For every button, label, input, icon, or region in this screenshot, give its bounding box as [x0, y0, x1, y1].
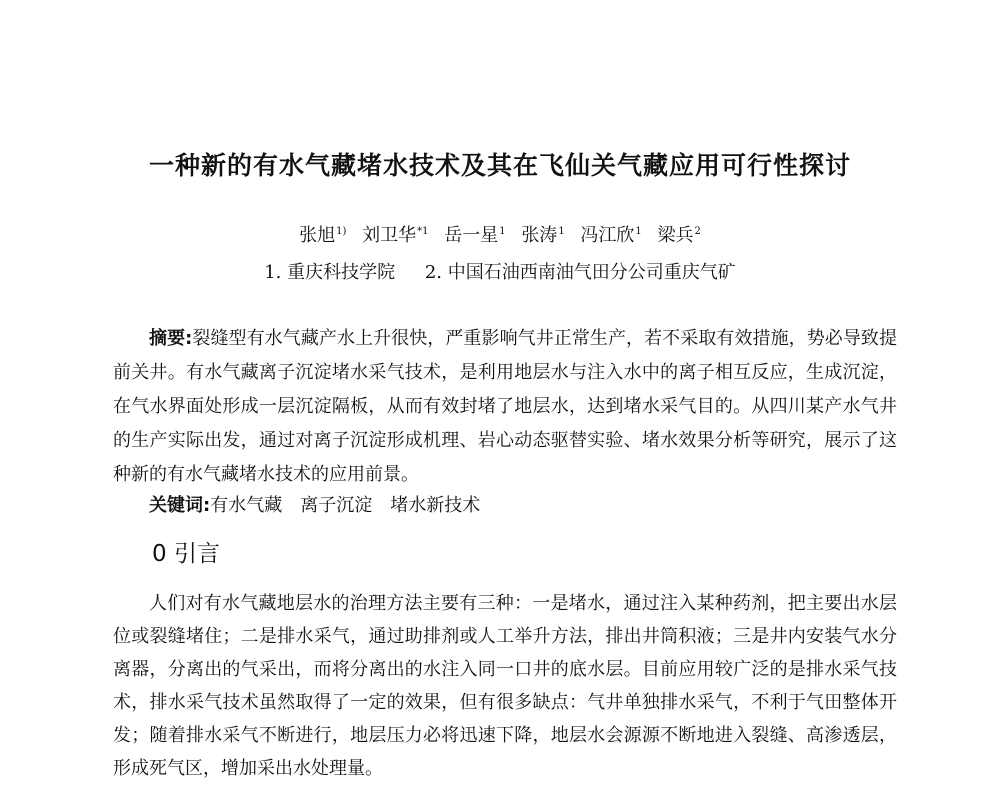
author: 张涛$^1$ — [521, 225, 565, 246]
section-number: 0 — [152, 541, 167, 567]
author: 岳一星$^1$ — [444, 225, 506, 246]
author: 张旭$^{1)}$ — [299, 225, 347, 246]
keywords-label: 关键词: — [149, 495, 211, 516]
author-list — [0, 221, 1000, 247]
affiliation: 1. 重庆科技学院 — [264, 262, 396, 283]
abstract-label: 摘要: — [149, 328, 193, 349]
author: 冯江欣$^1$ — [580, 225, 642, 246]
paper-title: 一种新的有水气藏堵水技术及其在飞仙关气藏应用可行性探讨 — [148, 151, 851, 180]
keyword: 堵水新技术 — [390, 495, 481, 516]
affiliation: 2. 中国石油西南油气田分公司重庆气矿 — [424, 262, 736, 283]
author: 梁兵$^2$ — [657, 225, 701, 246]
section-heading — [152, 535, 220, 568]
author: 刘卫华$^{*1}$ — [362, 225, 429, 246]
keyword: 有水气藏 — [210, 495, 283, 516]
keyword: 离子沉淀 — [300, 495, 373, 516]
abstract — [113, 322, 897, 492]
abstract-text: 裂缝型有水气藏产水上升很快，严重影响气井正常生产，若不采取有效措施，势必导致提前关井。有水气藏离子沉淀堵水采气技术，是利用地层水与注入水中的离子相互反应，生成沉淀，在气水界面处形成一层沉淀隔板，从而有效封堵了地层水，达到堵水采气目的。从四川某产水气井的生产实际出发，通过对离子沉淀形成机理、岩心动态驱替实验、堵水效果分析等研究，展示了这种新的有水气藏堵水技术的应用前景。 — [113, 328, 898, 485]
section-title: 引言 — [173, 541, 220, 567]
keywords — [149, 491, 498, 517]
affiliation-list — [0, 258, 1000, 284]
intro-paragraph: 人们对有水气藏地层水的治理方法主要有三种：一是堵水，通过注入某种药剂，把主要出水层位或裂缝堵住；二是排水采气，通过助排剂或人工举升方法，排出井筒积液；三是井内安装气水分离器，分离出的气采出，而将分离出的水注入同一口井的底水层。目前应用较广泛的是排水采气技术，排水采气技术虽然取得了一定的效果，但有很多缺点：气井单独排水采气，不利于气田整体开发；随着排水采气不断进行，地层压力必将迅速下降，地层水会源源不断地进入裂缝、高渗透层，形成死气区，增加采出水处理量。 — [113, 593, 897, 779]
